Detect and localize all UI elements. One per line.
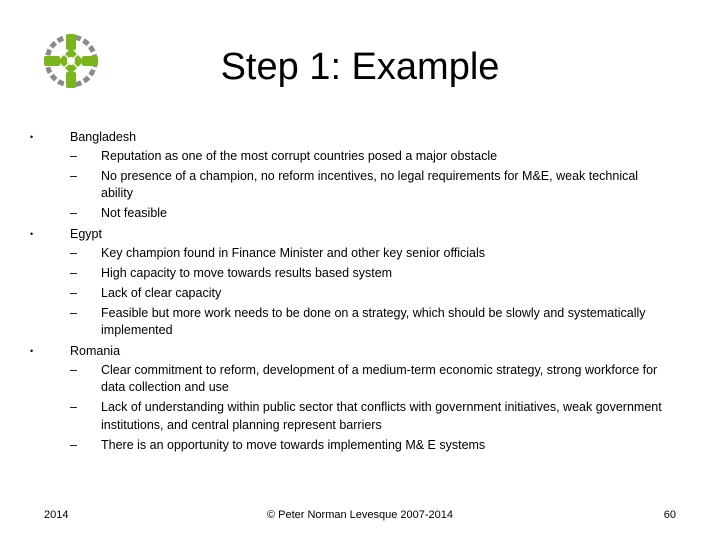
bullet-glyph: • [30, 132, 34, 142]
dash-glyph: – [70, 437, 77, 452]
page-number: 60 [663, 509, 676, 521]
list-item [70, 205, 670, 223]
list-item-text: Reputation as one of the most corrupt countries posed a major obstacle [101, 148, 498, 163]
dash-glyph: – [70, 148, 77, 163]
dash-glyph: – [70, 362, 77, 377]
dash-glyph: – [70, 285, 77, 300]
section-bangladesh [30, 128, 670, 223]
slide-title: Step 1: Example [220, 46, 500, 88]
section-label: Egypt [70, 227, 102, 241]
list-item-text: Clear commitment to reform, development of a medium-term economic strategy, strong workforce for data collection and use [101, 362, 658, 394]
dash-glyph: – [70, 206, 77, 220]
bullet-glyph: • [30, 346, 34, 356]
list-item [70, 285, 670, 303]
list-item [70, 305, 670, 340]
section-romania [30, 342, 670, 454]
list-item-text: Lack of clear capacity [101, 285, 222, 300]
section-egypt [30, 225, 670, 340]
list-item-text: Lack of understanding within public sector that conflicts with government initiatives, weak government institutions, and central planning represent barriers [101, 400, 662, 432]
sub-list [70, 362, 670, 455]
snowflake-cross-logo-icon [40, 30, 102, 92]
list-item [70, 265, 670, 283]
list-item [70, 399, 670, 434]
list-item [70, 245, 670, 263]
list-item [70, 148, 670, 166]
list-item [70, 168, 670, 203]
list-item-text: Feasible but more work needs to be done on a strategy, which should be slowly and systematically implemented [101, 305, 646, 337]
section-label: Romania [70, 344, 121, 358]
footer-year: 2014 [44, 509, 69, 521]
dash-glyph: – [70, 168, 77, 183]
list-item [70, 362, 670, 397]
dash-glyph: – [70, 400, 77, 414]
sub-list [70, 148, 670, 223]
list-item-text: High capacity to move towards results based system [101, 265, 393, 280]
footer-copyright: © Peter Norman Levesque 2007-2014 [266, 509, 454, 521]
list-item-text: Key champion found in Finance Minister and other key senior officials [101, 245, 486, 260]
list-item [70, 437, 670, 455]
dash-glyph: – [70, 265, 77, 280]
bullet-glyph: • [30, 229, 34, 239]
dash-glyph: – [70, 245, 77, 260]
sub-list [70, 245, 670, 340]
dash-glyph: – [70, 305, 77, 320]
list-item-text: Not feasible [101, 206, 168, 220]
section-label: Bangladesh [70, 130, 137, 144]
list-item-text: There is an opportunity to move towards implementing M& E systems [101, 437, 486, 452]
list-item-text: No presence of a champion, no reform incentives, no legal requirements for M&E, weak technical ability [101, 168, 639, 200]
slide-content [30, 128, 670, 457]
